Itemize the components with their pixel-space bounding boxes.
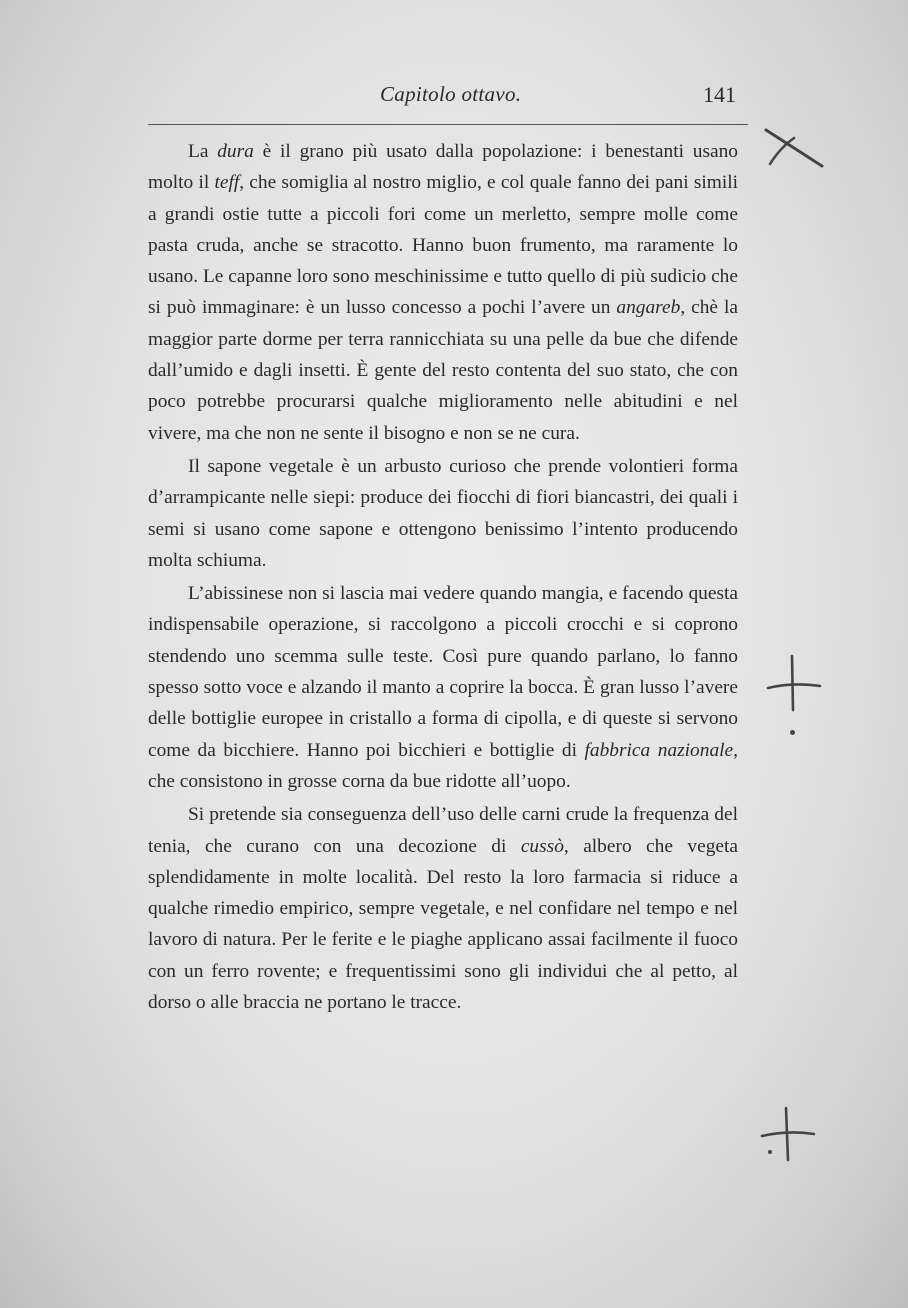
text-run: , albero che vegeta splendidamente in molte località. Del resto la loro farmacia si riduce a qualche rimedio empirico, sempre vegetale, e nel confidare nel tempo e nel lavoro di natura. Per le ferite e le piaghe applicano assai facilmente il fuoco con un ferro rovente; e frequentissimi sono gli individui che al petto, al dorso o alle braccia ne portano le tracce. (148, 835, 738, 1014)
page-header (148, 82, 736, 114)
text-run: La (188, 141, 218, 162)
paragraph (148, 578, 738, 797)
cross-mark-icon (756, 1104, 820, 1164)
page-number: 141 (703, 82, 736, 107)
ink-dot (790, 730, 795, 735)
running-title: Capitolo ottavo. (380, 82, 522, 106)
text-run: , che somiglia al nostro miglio, e col quale fanno dei pani simili a grandi ostie tutte a piccoli fori come un merletto, sempre molle come pasta cruda, anche se stracotto. Hanno buon frumento, ma raramente lo usano. Le capanne loro sono meschinissime e tutto quello di più sudicio che si può immaginare: è un lusso concesso a pochi l’avere un (148, 172, 738, 319)
text-run: , chè la maggior parte dorme per terra rannicchiata su una pelle da bue che difende dall’umido e dagli insetti. È gente del resto contenta del suo stato, che con poco potrebbe procurarsi qualche miglioramento nelle abitudini e nel vivere, ma che non ne sente il bisogno e non se ne cura. (148, 297, 738, 444)
paragraph (148, 451, 738, 576)
text-run: Il sapone vegetale è un arbusto curioso che prende volontieri forma d’arrampicante nelle siepi: produce dei fiocchi di fiori biancastri, dei quali i semi si usano come sapone e ottengono benissimo l’intento producendo molta schiuma. (148, 455, 738, 571)
text-run: , che consistono in grosse corna da bue ridotte all’uopo. (148, 739, 738, 792)
text-run: Si pretende sia conseguenza dell’uso delle carni crude la frequenza del tenia, che curano con una decozione di (148, 804, 738, 857)
italic-term: dura (217, 141, 254, 162)
body-text (148, 136, 738, 1018)
x-mark-icon (760, 126, 830, 172)
italic-term: teff (214, 172, 240, 194)
italic-term: angareb (616, 297, 681, 319)
text-run: L’abissinese non si lascia mai vedere quando mangia, e facendo questa indispensabile operazione, si raccolgono a piccoli crocchi e si coprono stendendo uno scemma sulle teste. Così pure quando parlano, lo fanno spesso sotto voce e alzando il manto a coprire la bocca. È gran lusso l’avere delle bottiglie europee in cristallo a forma di cipolla, e di queste si servono come da bicchiere. Hanno poi bicchieri e bottiglie di (148, 583, 738, 761)
paragraph (148, 799, 738, 1018)
text-run: è il grano più usato dalla popolazione: i benestanti usano molto il (148, 141, 738, 194)
paragraph (148, 136, 738, 449)
italic-term: fabbrica nazionale (584, 739, 734, 761)
header-rule (148, 124, 748, 125)
italic-term: cussò (520, 835, 564, 857)
cross-mark-icon (762, 652, 824, 714)
